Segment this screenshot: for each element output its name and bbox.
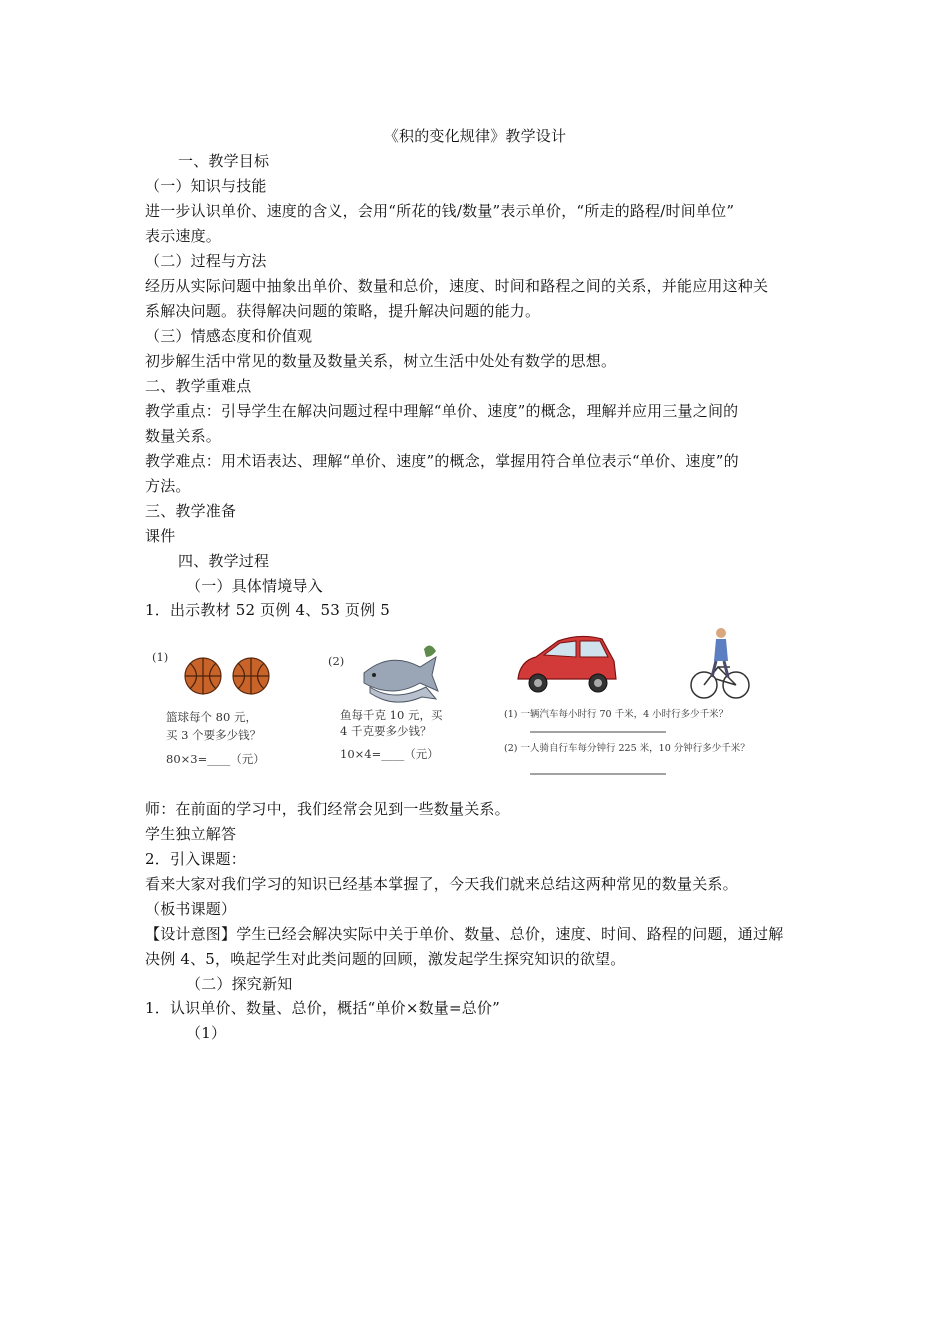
question-1: (1) 一辆汽车每小时行 70 千米，4 小时行多少千米？ xyxy=(504,709,729,720)
paragraph-line: 系解决问题。获得解决问题的策略，提升解决问题的能力。 xyxy=(145,302,541,320)
panel2-equation: 10×4=____（元） xyxy=(340,747,439,761)
paragraph-line: （板书课题） xyxy=(145,900,237,918)
paragraph-line: 教学重点：引导学生在解决问题过程中理解“单价、速度”的概念，理解并应用三量之间的 xyxy=(145,402,739,420)
paragraph-line: （1） xyxy=(186,1024,227,1042)
paragraph-line: 进一步认识单价、速度的含义，会用“所花的钱/数量”表示单价，“所走的路程/时间单位” xyxy=(145,202,735,220)
subheading-knowledge: （一）知识与技能 xyxy=(145,177,267,195)
subheading-intro: （一）具体情境导入 xyxy=(186,577,323,595)
paragraph-line: 初步解生活中常见的数量及数量关系，树立生活中处处有数学的思想。 xyxy=(145,352,617,370)
document-title: 《积的变化规律》教学设计 xyxy=(383,127,567,145)
paragraph-line: 学生独立解答 xyxy=(145,825,237,843)
basketball-icon xyxy=(233,658,269,694)
section-heading-process: 四、教学过程 xyxy=(178,552,270,570)
paragraph-line: 数量关系。 xyxy=(145,427,222,445)
basketball-icon xyxy=(185,658,221,694)
panel1-text-1: 篮球每个 80 元， xyxy=(166,710,257,724)
textbook-example-figure xyxy=(140,627,808,779)
paragraph-line: 看来大家对我们学习的知识已经基本掌握了，今天我们就来总结这两种常见的数量关系。 xyxy=(145,875,738,893)
panel2-text-1: 鱼每千克 10 元，买 xyxy=(340,708,443,722)
subheading-explore: （二）探究新知 xyxy=(186,975,293,993)
subheading-attitude: （三）情感态度和价值观 xyxy=(145,327,313,345)
question-2: (2) 一人骑自行车每分钟行 225 米，10 分钟行多少千米？ xyxy=(504,743,750,754)
paragraph-line: 表示速度。 xyxy=(145,227,222,245)
panel1-text-2: 买 3 个要多少钱？ xyxy=(166,728,262,742)
paragraph-line: 1．出示教材 52 页例 4、53 页例 5 xyxy=(145,601,391,619)
panel2-text-2: 4 千克要多少钱？ xyxy=(340,724,432,738)
subheading-process: （二）过程与方法 xyxy=(145,252,267,270)
paragraph-line: 师：在前面的学习中，我们经常会见到一些数量关系。 xyxy=(145,800,510,818)
paragraph-line: 【设计意图】学生已经会解决实际中关于单价、数量、总价，速度、时间、路程的问题，通过解 xyxy=(145,925,784,943)
paragraph-line: 2．引入课题： xyxy=(145,850,246,868)
panel2-number: (2) xyxy=(328,654,345,668)
paragraph-line: 经历从实际问题中抽象出单价、数量和总价，速度、时间和路程之间的关系，并能应用这种关 xyxy=(145,277,769,295)
panel1-equation: 80×3=____（元） xyxy=(166,752,265,766)
section-heading-preparation: 三、教学准备 xyxy=(145,502,237,520)
paragraph-line: 1．认识单价、数量、总价，概括“单价×数量=总价” xyxy=(145,999,501,1017)
paragraph-line: 方法。 xyxy=(145,477,191,495)
panel1-number: (1) xyxy=(152,650,169,664)
paragraph-line: 课件 xyxy=(145,527,176,545)
paragraph-line: 决例 4、5，唤起学生对此类问题的回顾，激发起学生探究知识的欲望。 xyxy=(145,950,626,968)
section-heading-key-points: 二、教学重难点 xyxy=(145,377,252,395)
paragraph-line: 教学难点：用术语表达、理解“单价、速度”的概念，掌握用符合单位表示“单价、速度”的 xyxy=(145,452,739,470)
section-heading-objectives: 一、教学目标 xyxy=(178,152,270,170)
